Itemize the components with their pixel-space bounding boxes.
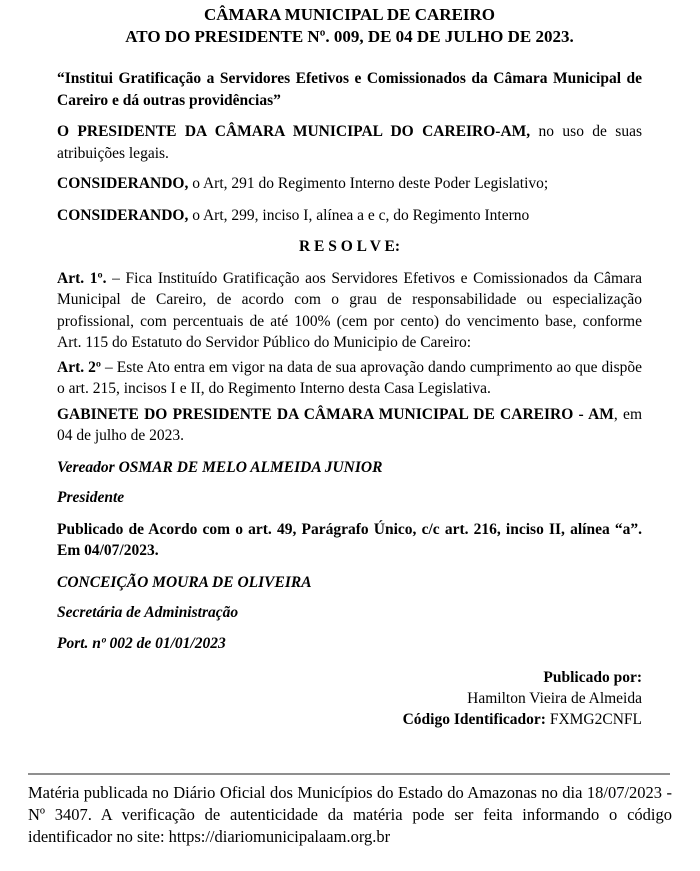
paragraph-rest: o Art, 299, inciso I, alínea a e c, do Regimento Interno xyxy=(188,206,530,224)
identifier-code-value: FXMG2CNFL xyxy=(545,711,642,728)
paragraph-lead: Art. 2º xyxy=(57,358,101,376)
document-body xyxy=(57,4,642,730)
paragraph-lead: CONSIDERANDO, xyxy=(57,206,189,224)
paragraph-lead: CONSIDERANDO, xyxy=(57,175,189,192)
paragraph-rest: no uso de suas atribuições legais. xyxy=(57,123,642,162)
footer-divider xyxy=(28,773,670,775)
paragraph-lead: O PRESIDENTE DA CÂMARA MUNICIPAL DO CAREIRO-AM, xyxy=(57,123,531,140)
footer-block xyxy=(28,782,672,848)
paragraph-considerando-1 xyxy=(57,173,642,195)
published-by-name: Hamilton Vieira de Almeida xyxy=(467,690,642,707)
paragraph-article-2 xyxy=(57,357,642,400)
paragraph-rest: – Este Ato entra em vigor na data de sua aprovação dando cumprimento ao que dispõe o art. 215, incisos I e II, do Regimento Interno desta Casa Legislativa. xyxy=(57,358,642,397)
paragraph-rest: – Fica Instituído Gratificação aos Servidores Efetivos e Comissionados da Câmara Municipal de Careiro, de acordo com o grau de responsabilidade ou especialização profissional, com percentuais de até 100% (cem por cento) do vencimento base, conforme Art. 115 do Estatuto do Servidor Público do Municipio de Careiro: xyxy=(57,269,643,351)
identifier-code-label: Código Identificador: xyxy=(402,711,546,728)
paragraph-rest: o Art, 291 do Regimento Interno deste Poder Legislativo; xyxy=(188,175,549,192)
document-act-title: ATO DO PRESIDENTE Nº. 009, DE 04 DE JULHO DE 2023. xyxy=(125,27,574,46)
paragraph-lead: GABINETE DO PRESIDENTE DA CÂMARA MUNICIPAL DE CAREIRO - AM xyxy=(57,405,614,423)
publication-note: Publicado de Acordo com o art. 49, Parágrafo Único, c/c art. 216, inciso II, alínea “a”. Em 04/07/2023. xyxy=(57,520,642,559)
secretary-name: CONCEIÇÃO MOURA DE OLIVEIRA xyxy=(57,573,312,591)
paragraph-considerando-2 xyxy=(57,205,642,227)
published-by-label: Publicado por: xyxy=(543,669,642,686)
paragraph-preamble xyxy=(57,121,642,164)
secretary-title: Secretária de Administração xyxy=(57,604,239,621)
published-by-block xyxy=(57,667,642,730)
summary-quote: “Institui Gratificação a Servidores Efetivos e Comissionados da Câmara Municipal de Careiro e dá outras providências” xyxy=(57,70,642,109)
paragraph-gabinete xyxy=(57,404,642,447)
paragraph-lead: Art. 1º. xyxy=(57,269,107,287)
signer-title: Presidente xyxy=(57,489,125,506)
identifier-code-line xyxy=(57,709,642,730)
secretary-port: Port. nº 002 de 01/01/2023 xyxy=(57,634,226,652)
footer-text: Matéria publicada no Diário Oficial dos Municípios do Estado do Amazonas no dia 18/07/2023 - Nº 3407. A verificação de autenticidade da matéria pode ser feita informando o código identificador no site: https://diariomunicipalaam.org.br xyxy=(28,783,672,846)
paragraph-rest: , em 04 de julho de 2023. xyxy=(57,405,642,444)
document-org-title: CÂMARA MUNICIPAL DE CAREIRO xyxy=(203,5,496,24)
paragraph-article-1 xyxy=(57,268,642,354)
signer-name: Vereador OSMAR DE MELO ALMEIDA JUNIOR xyxy=(57,458,383,476)
resolve-heading: R E S O L V E: xyxy=(298,238,401,255)
